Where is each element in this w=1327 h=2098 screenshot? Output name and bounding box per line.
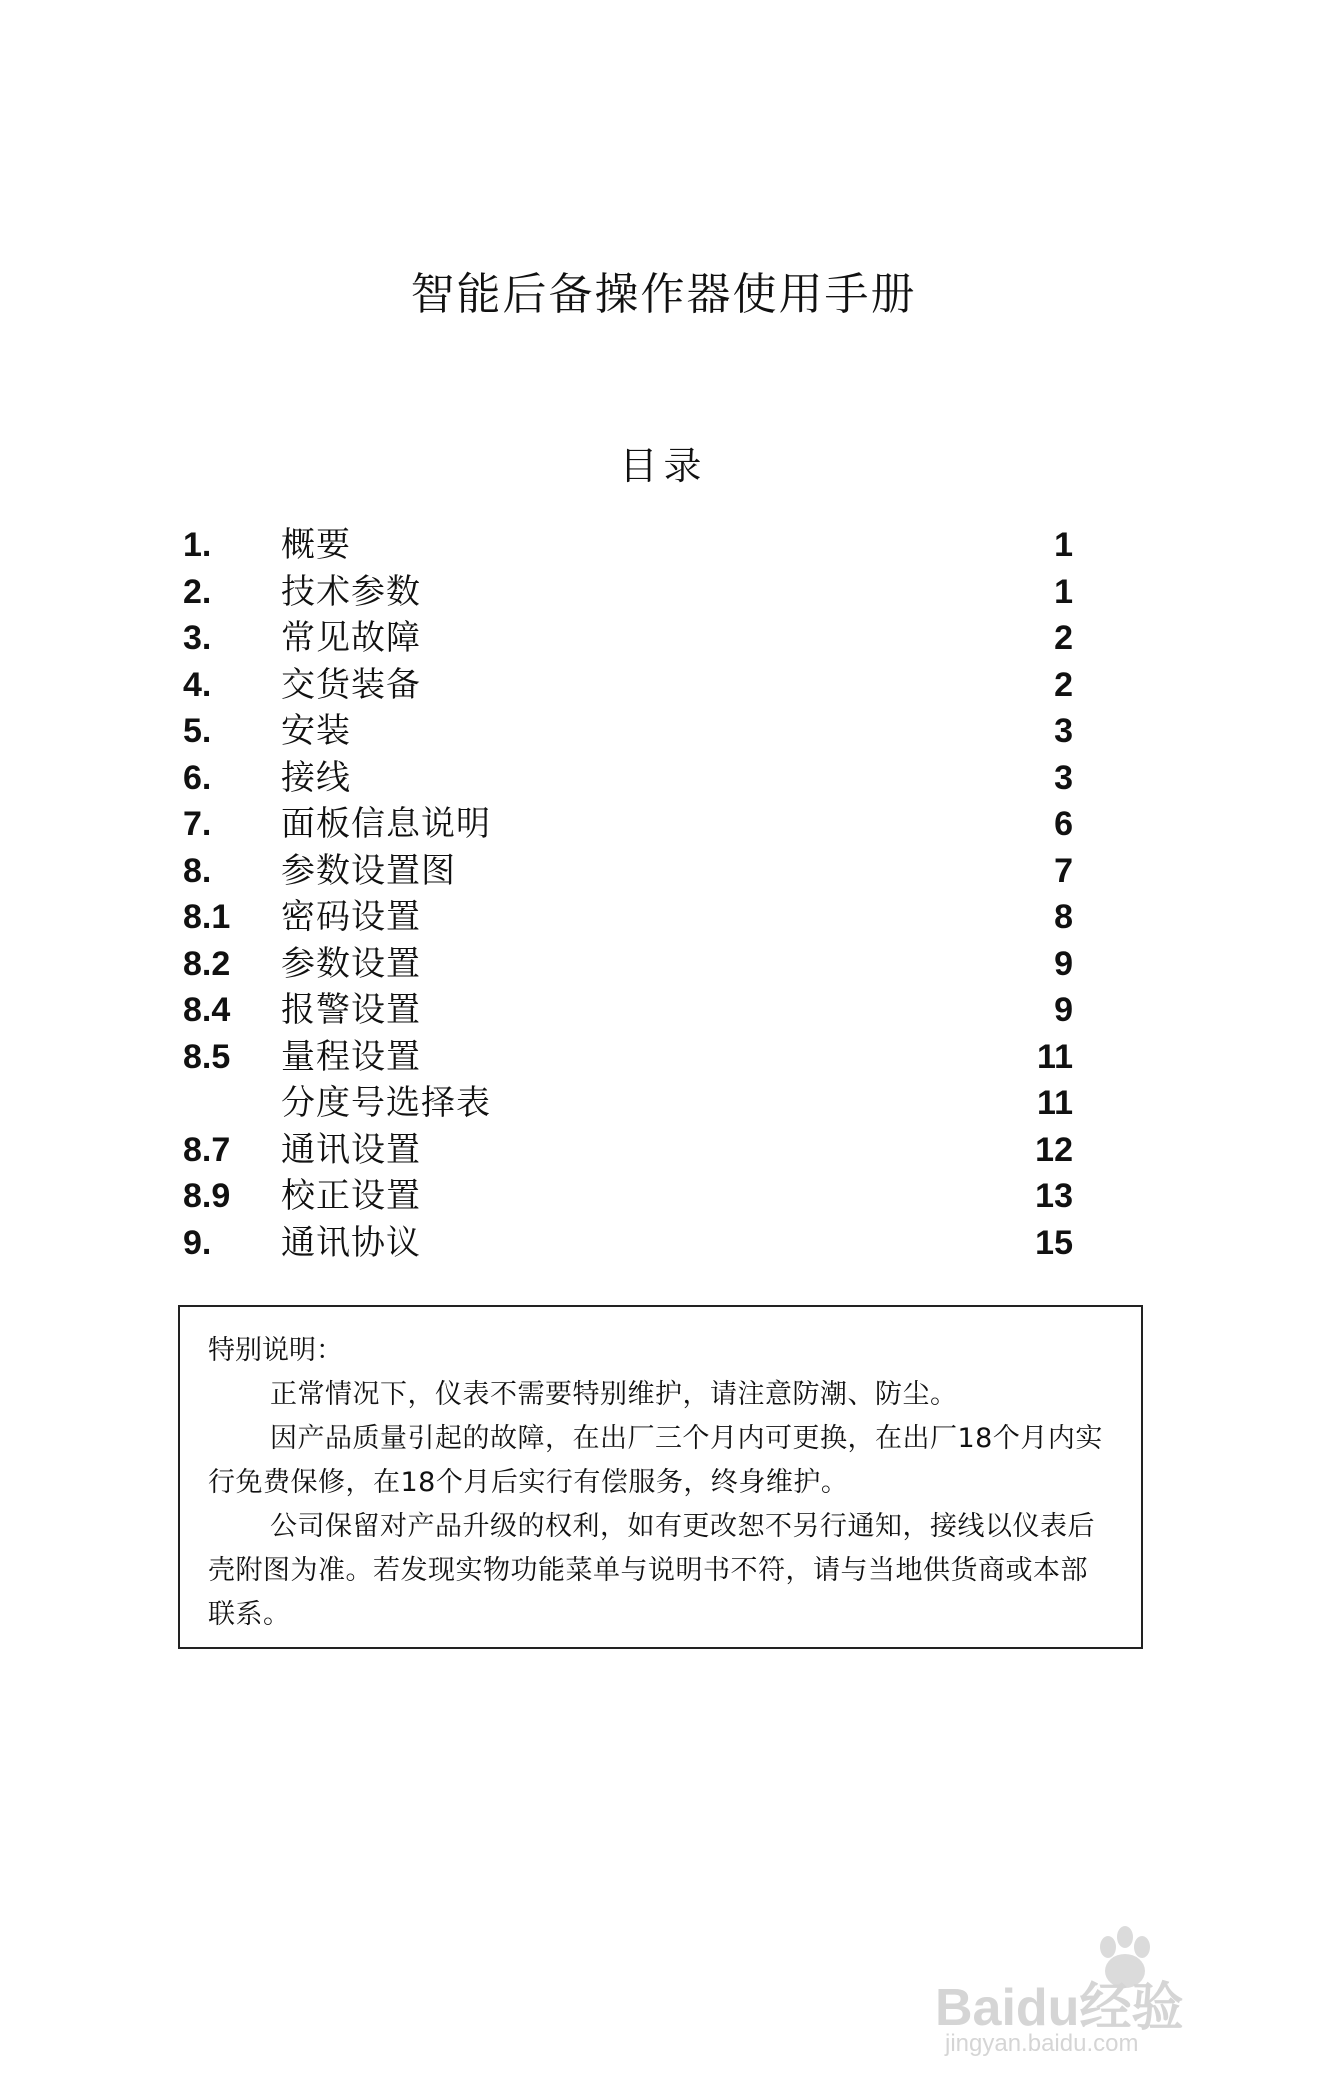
toc-label: 密码设置 [281, 897, 421, 937]
toc-entry[interactable] [183, 662, 1073, 709]
toc-label: 技术参数 [281, 571, 421, 612]
toc-entry[interactable] [183, 894, 1073, 941]
baidu-watermark [935, 1925, 1235, 2055]
toc-entry[interactable] [183, 1127, 1073, 1174]
toc-label: 通讯设置 [281, 1129, 421, 1170]
toc-entry[interactable] [183, 941, 1073, 988]
toc-entry[interactable] [183, 987, 1073, 1034]
toc-page-number: 12 [1035, 1130, 1073, 1169]
toc-label: 通讯协议 [281, 1222, 421, 1263]
toc-number: 7. [183, 805, 212, 843]
toc-page-number: 8 [1054, 898, 1073, 936]
toc-entry[interactable] [183, 1034, 1073, 1081]
toc-number: 3. [183, 619, 212, 657]
notice-paragraph: 正常情况下，仪表不需要特别维护，请注意防潮、防尘。 [270, 1379, 958, 1410]
watermark-logo-text: Baidu经验 [935, 1979, 1184, 2037]
toc-entry[interactable] [183, 1220, 1073, 1267]
toc-label: 概要 [281, 525, 351, 565]
toc-number: 8.7 [183, 1130, 231, 1169]
toc-number: 8.1 [183, 898, 231, 936]
toc-entry[interactable] [183, 1080, 1073, 1127]
toc-number: 5. [183, 712, 212, 750]
toc-label: 量程设置 [281, 1036, 421, 1077]
toc-number: 6. [183, 758, 212, 797]
toc-label: 接线 [281, 757, 351, 798]
toc-number: 8.5 [183, 1037, 231, 1076]
toc-entry[interactable] [183, 522, 1073, 569]
toc-page-number: 13 [1035, 1177, 1073, 1215]
toc-page-number: 3 [1054, 712, 1073, 750]
toc-entry[interactable] [183, 1173, 1073, 1220]
table-of-contents [183, 522, 1073, 1266]
toc-page-number: 2 [1054, 665, 1073, 704]
toc-page-number: 7 [1054, 851, 1073, 890]
toc-label: 分度号选择表 [281, 1083, 491, 1123]
toc-number: 1. [183, 526, 212, 564]
toc-entry[interactable] [183, 801, 1073, 848]
toc-page-number: 2 [1054, 619, 1073, 657]
toc-page-number: 11 [1037, 1084, 1073, 1122]
toc-label: 交货装备 [281, 664, 421, 705]
toc-page-number: 11 [1037, 1037, 1073, 1076]
toc-number: 4. [183, 665, 212, 704]
toc-entry[interactable] [183, 708, 1073, 755]
toc-entry[interactable] [183, 615, 1073, 662]
toc-page-number: 1 [1054, 526, 1073, 564]
toc-page-number: 6 [1054, 805, 1073, 843]
watermark-url: jingyan.baidu.com [945, 2030, 1139, 2057]
toc-number: 8. [183, 851, 212, 890]
toc-label: 常见故障 [281, 618, 421, 658]
toc-entry[interactable] [183, 848, 1073, 895]
notice-paragraph: 公司保留对产品升级的权利，如有更改恕不另行通知，接线以仪表后壳附图为准。若发现实物功能菜单与说明书不符，请与当地供货商或本部联系。 [208, 1511, 1095, 1630]
toc-entry[interactable] [183, 755, 1073, 802]
toc-label: 报警设置 [281, 990, 421, 1030]
toc-number: 8.4 [183, 991, 231, 1029]
toc-label: 校正设置 [281, 1176, 421, 1216]
special-notice-box [178, 1305, 1143, 1649]
toc-page-number: 1 [1054, 572, 1073, 611]
toc-label: 面板信息说明 [281, 804, 491, 844]
toc-page-number: 3 [1054, 758, 1073, 797]
toc-page-number: 9 [1054, 944, 1073, 983]
toc-number: 9. [183, 1223, 212, 1262]
document-title: 智能后备操作器使用手册 [410, 269, 917, 320]
toc-number: 2. [183, 572, 212, 611]
toc-label: 参数设置 [281, 943, 421, 984]
notice-paragraph: 因产品质量引起的故障，在出厂三个月内可更换，在出厂18个月内实行免费保修，在18个月后实行有偿服务，终身维护。 [208, 1423, 1103, 1498]
toc-page-number: 9 [1054, 991, 1073, 1029]
toc-number: 8.9 [183, 1177, 231, 1215]
toc-heading: 目录 [619, 444, 708, 488]
toc-label: 安装 [281, 711, 351, 751]
toc-entry[interactable] [183, 569, 1073, 616]
toc-number: 8.2 [183, 944, 231, 983]
notice-title: 特别说明： [208, 1335, 343, 1366]
toc-label: 参数设置图 [281, 850, 456, 891]
toc-page-number: 15 [1035, 1223, 1073, 1262]
